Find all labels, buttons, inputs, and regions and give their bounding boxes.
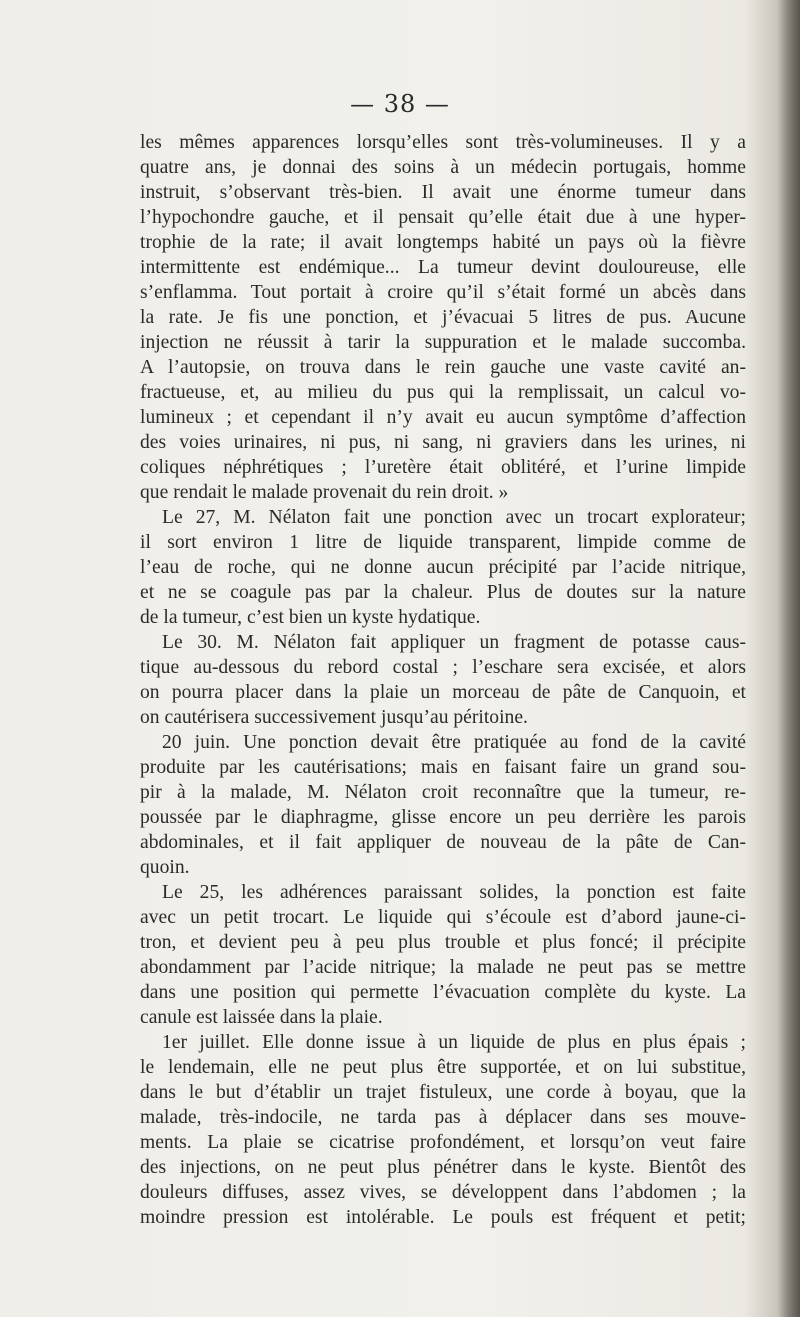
text-line: coliques néphrétiques ; l’uretère était oblitéré, et l’urine limpide <box>140 457 746 478</box>
text-line: la rate. Je fis une ponction, et j’évacuai 5 litres de pus. Aucune <box>140 307 746 328</box>
text-line: le lendemain, elle ne peut plus être supportée, et on lui substitue, <box>140 1057 746 1078</box>
text-line: instruit, s’observant très-bien. Il avait une énorme tumeur dans <box>140 182 746 203</box>
text-line: canule est laissée dans la plaie. <box>140 1007 383 1028</box>
text-line: fractueuse, et, au milieu du pus qui la remplissait, un calcul vo- <box>140 382 746 403</box>
text-line: tique au-dessous du rebord costal ; l’eschare sera excisée, et alors <box>140 657 746 678</box>
page-number: — 38 — <box>350 90 450 118</box>
text-line: pir à la malade, M. Nélaton croit reconnaître que la tumeur, re- <box>140 782 746 803</box>
text-line: des injections, on ne peut plus pénétrer dans le kyste. Bientôt des <box>140 1157 746 1178</box>
text-line: abdominales, et il fait appliquer de nouveau de la pâte de Can- <box>140 832 746 853</box>
text-line: l’eau de roche, qui ne donne aucun précipité par l’acide nitrique, <box>140 557 746 578</box>
text-line: des voies urinaires, ni pus, ni sang, ni graviers dans les urines, ni <box>140 432 746 453</box>
text-line: trophie de la rate; il avait longtemps habité un pays où la fièvre <box>140 232 746 253</box>
text-line: Le 25, les adhérences paraissant solides, la ponction est faite <box>162 882 746 903</box>
text-line: l’hypochondre gauche, et il pensait qu’elle était due à une hyper- <box>140 207 746 228</box>
text-line: et ne se coagule pas par la chaleur. Plus de doutes sur la nature <box>140 582 746 603</box>
body-text <box>140 130 746 1230</box>
text-line: douleurs diffuses, assez vives, se développent dans l’abdomen ; la <box>140 1182 746 1203</box>
text-line: il sort environ 1 litre de liquide transparent, limpide comme de <box>140 532 746 553</box>
text-line: dans le but d’établir un trajet fistuleux, une corde à boyau, que la <box>140 1082 746 1103</box>
page-edge-shadow <box>778 0 800 1317</box>
text-line: de la tumeur, c’est bien un kyste hydatique. <box>140 607 481 628</box>
text-line: les mêmes apparences lorsqu’elles sont très-volumineuses. Il y a <box>140 132 746 153</box>
text-line: injection ne réussit à tarir la suppuration et le malade succomba. <box>140 332 746 353</box>
text-line: on pourra placer dans la plaie un morceau de pâte de Canquoin, et <box>140 682 746 703</box>
text-line: Le 27, M. Nélaton fait une ponction avec un trocart explorateur; <box>162 507 746 528</box>
text-line: 20 juin. Une ponction devait être pratiquée au fond de la cavité <box>162 732 746 753</box>
text-line: que rendait le malade provenait du rein droit. » <box>140 482 509 503</box>
text-line: lumineux ; et cependant il n’y avait eu aucun symptôme d’affection <box>140 407 746 428</box>
text-line: dans une position qui permette l’évacuation complète du kyste. La <box>140 982 746 1003</box>
text-line: abondamment par l’acide nitrique; la malade ne peut pas se mettre <box>140 957 746 978</box>
text-line: intermittente est endémique... La tumeur devint douloureuse, elle <box>140 257 746 278</box>
text-line: produite par les cautérisations; mais en faisant faire un grand sou- <box>140 757 746 778</box>
text-line: s’enflamma. Tout portait à croire qu’il s’était formé un abcès dans <box>140 282 746 303</box>
text-line: quoin. <box>140 857 190 878</box>
text-line: poussée par le diaphragme, glisse encore un peu derrière les parois <box>140 807 746 828</box>
text-line: ments. La plaie se cicatrise profondément, et lorsqu’on veut faire <box>140 1132 746 1153</box>
text-line: A l’autopsie, on trouva dans le rein gauche une vaste cavité an- <box>140 357 746 378</box>
text-line: quatre ans, je donnai des soins à un médecin portugais, homme <box>140 157 746 178</box>
text-line: on cautérisera successivement jusqu’au péritoine. <box>140 707 528 728</box>
text-line: 1er juillet. Elle donne issue à un liquide de plus en plus épais ; <box>162 1032 746 1053</box>
text-line: moindre pression est intolérable. Le pouls est fréquent et petit; <box>140 1207 746 1228</box>
text-line: avec un petit trocart. Le liquide qui s’écoule est d’abord jaune-ci- <box>140 907 746 928</box>
text-line: Le 30. M. Nélaton fait appliquer un fragment de potasse caus- <box>162 632 746 653</box>
text-line: tron, et devient peu à peu plus trouble et plus foncé; il précipite <box>140 932 746 953</box>
text-line: malade, très-indocile, ne tarda pas à déplacer dans ses mouve- <box>140 1107 746 1128</box>
